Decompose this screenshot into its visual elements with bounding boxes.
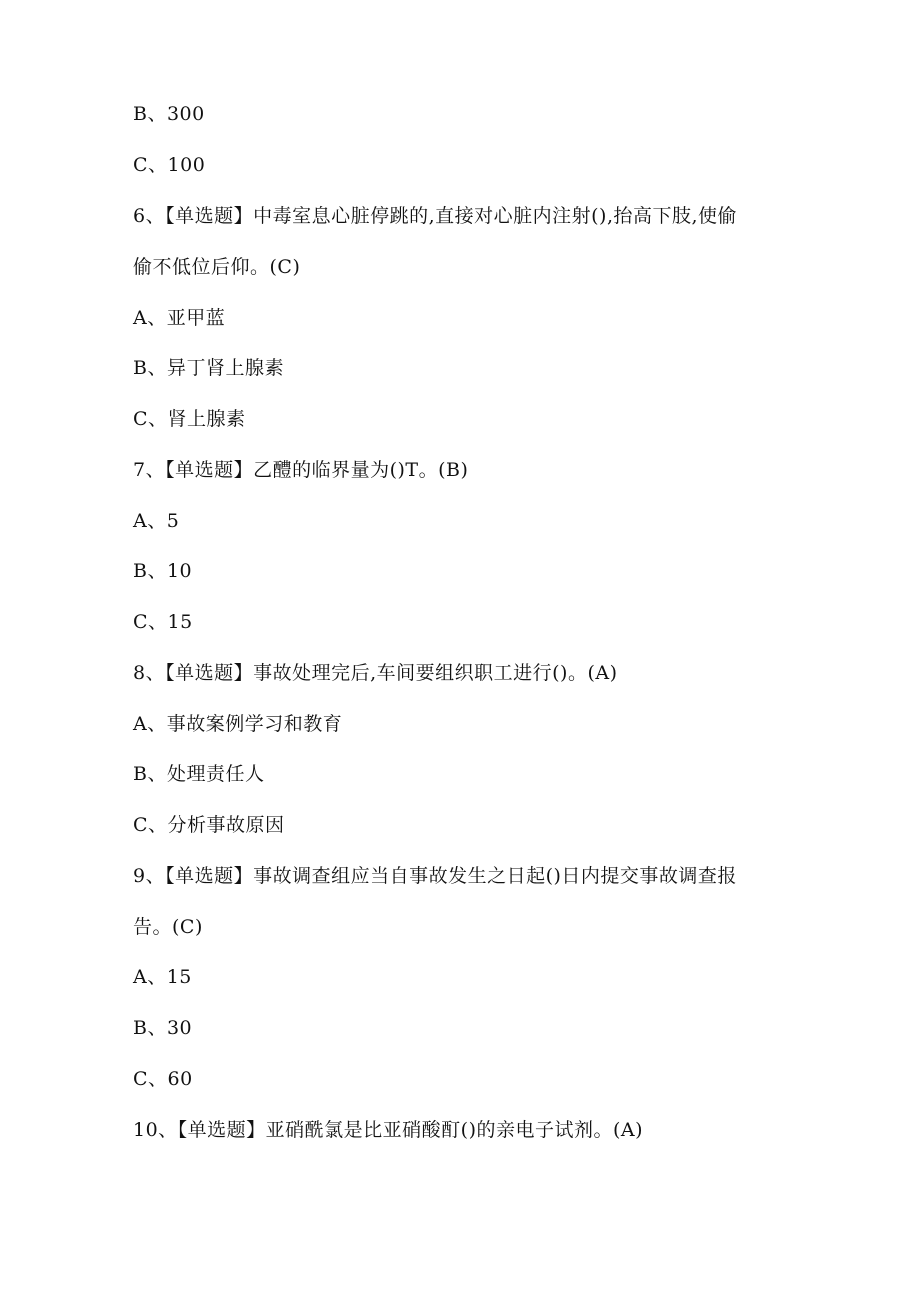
question-6-line-2: 偷不低位后仰。(C) [133,256,301,278]
question-8: 8、【单选题】事故处理完后,车间要组织职工进行()。(A) [133,662,618,684]
option-c-q9: C、60 [133,1068,193,1090]
option-a-q9: A、15 [133,966,192,988]
question-9-line-2: 告。(C) [133,916,203,938]
option-b-q8: B、处理责任人 [133,763,265,785]
option-c-q7: C、15 [133,611,193,633]
option-c-q6: C、肾上腺素 [133,408,246,430]
option-c-q8: C、分析事故原因 [133,814,285,836]
option-a-q6: A、亚甲蓝 [133,307,226,329]
question-10: 10、【单选题】亚硝酰氯是比亚硝酸酊()的亲电子试剂。(A) [133,1119,644,1141]
option-b-q9: B、30 [133,1017,193,1039]
question-7: 7、【单选题】乙醴的临界量为()T。(B) [133,459,469,481]
option-c-q5: C、100 [133,154,206,176]
option-a-q7: A、5 [133,510,180,532]
question-9-line-1: 9、【单选题】事故调查组应当自事故发生之日起()日内提交事故调查报 [133,865,737,887]
option-b-q6: B、异丁肾上腺素 [133,357,284,379]
option-b-q7: B、10 [133,560,193,582]
option-b-q5: B、300 [133,103,205,125]
option-a-q8: A、事故案例学习和教育 [133,713,343,735]
question-6-line-1: 6、【单选题】中毒室息心脏停跳的,直接对心脏内注射(),抬高下肢,使偷 [133,205,738,227]
